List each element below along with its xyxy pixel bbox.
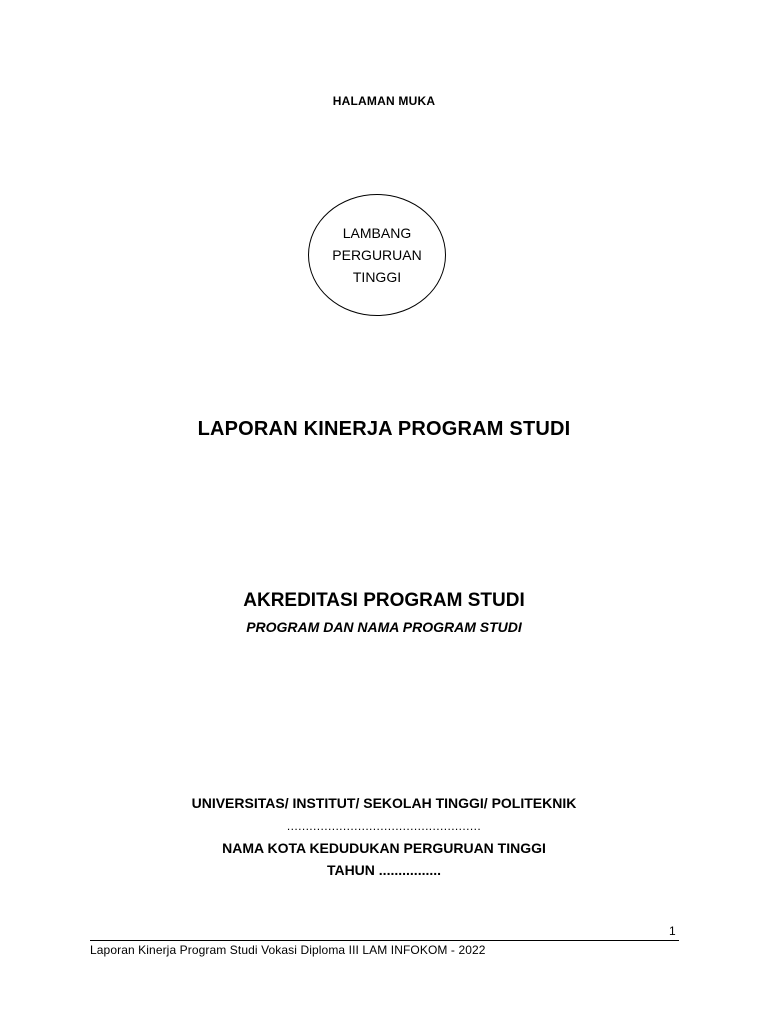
program-subtitle: PROGRAM DAN NAMA PROGRAM STUDI [246, 619, 522, 635]
institution-type: UNIVERSITAS/ INSTITUT/ SEKOLAH TINGGI/ POLITEKNIK [191, 795, 577, 811]
university-logo-placeholder [308, 194, 446, 316]
city-line: NAMA KOTA KEDUDUKAN PERGURUAN TINGGI [222, 840, 546, 856]
page-number: 1 [669, 924, 676, 938]
logo-placeholder-line-1: LAMBANG [342, 225, 412, 241]
logo-placeholder-line-3: TINGGI [352, 269, 402, 285]
footer-text: Laporan Kinerja Program Studi Vokasi Diploma III LAM INFOKOM - 2022 [90, 943, 486, 957]
year-line: TAHUN ................ [326, 862, 442, 878]
accreditation-title: AKREDITASI PROGRAM STUDI [243, 590, 525, 611]
report-title: LAPORAN KINERJA PROGRAM STUDI [197, 418, 571, 440]
institution-name-blank: .................................................... [286, 819, 482, 833]
logo-placeholder-line-2: PERGURUAN [332, 247, 422, 263]
cover-heading: HALAMAN MUKA [332, 94, 436, 108]
footer-divider [90, 940, 679, 941]
